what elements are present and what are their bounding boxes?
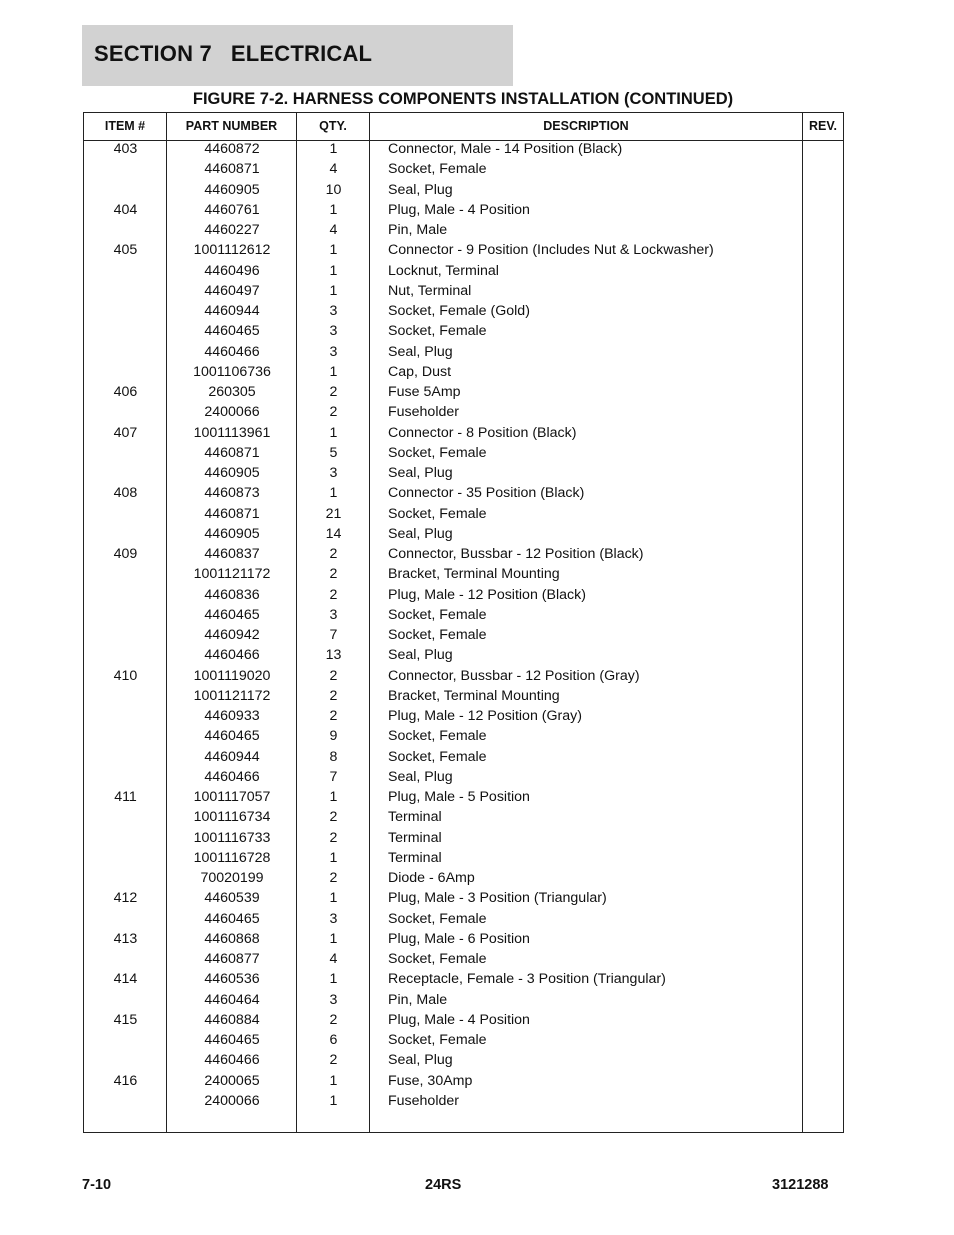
- part-number-cell: 1001116733: [193, 829, 271, 846]
- part-number-cell: 4460227: [204, 222, 260, 238]
- header-item: ITEM #: [104, 119, 146, 133]
- part-number-cell: 4460905: [204, 525, 260, 542]
- qty-cell: 10: [325, 181, 342, 198]
- part-number-cell: 4460465: [204, 1032, 260, 1048]
- description-cell: Socket, Female: [388, 444, 487, 461]
- description-cell: Fuse 5Amp: [388, 384, 461, 400]
- table-row: [84, 383, 843, 403]
- table-row: [84, 201, 843, 221]
- table-row: [84, 363, 843, 383]
- header-qty: QTY.: [319, 119, 347, 133]
- description-cell: Fuse, 30Amp: [388, 1072, 473, 1089]
- item-cell: 408: [113, 485, 138, 502]
- part-number-cell: 4460877: [204, 951, 260, 967]
- description-cell: Pin, Male: [388, 991, 448, 1008]
- description-cell: Socket, Female: [388, 1032, 487, 1048]
- description-cell: Seal, Plug: [388, 465, 453, 481]
- item-cell: 412: [113, 890, 138, 907]
- qty-cell: 21: [325, 505, 342, 522]
- header-part-number: PART NUMBER: [185, 119, 278, 133]
- table-row: [84, 1031, 843, 1051]
- qty-cell: 7: [329, 627, 338, 643]
- part-number-cell: 4460905: [204, 181, 260, 198]
- description-cell: Seal, Plug: [388, 1052, 453, 1069]
- table-row: [84, 343, 843, 363]
- table-row: [84, 748, 843, 768]
- part-number-cell: 4460539: [204, 890, 260, 907]
- qty-cell: 1: [329, 789, 338, 805]
- part-number-cell: 4460944: [204, 303, 260, 319]
- description-cell: Fuseholder: [388, 1092, 459, 1109]
- table-row: [84, 484, 843, 504]
- item-cell: 407: [113, 424, 138, 441]
- qty-cell: 1: [329, 201, 338, 218]
- qty-cell: 1: [329, 242, 338, 259]
- description-cell: Plug, Male - 5 Position: [388, 789, 530, 805]
- part-number-cell: 1001112612: [193, 242, 271, 259]
- description-cell: Plug, Male - 12 Position (Gray): [388, 708, 582, 724]
- page-number: 7-10: [82, 1177, 112, 1193]
- item-cell: 406: [113, 384, 138, 400]
- item-cell: 411: [114, 789, 137, 805]
- qty-cell: 1: [329, 971, 338, 988]
- qty-cell: 14: [325, 525, 342, 542]
- part-number-cell: 260305: [208, 384, 256, 400]
- part-number-cell: 1001121172: [193, 566, 271, 583]
- table-row: [84, 808, 843, 828]
- description-cell: Seal, Plug: [388, 181, 453, 198]
- part-number-cell: 4460871: [204, 505, 260, 522]
- qty-cell: 1: [329, 890, 338, 907]
- part-number-cell: 4460905: [204, 465, 260, 481]
- part-number-cell: 1001121172: [193, 687, 271, 704]
- part-number-cell: 4460873: [204, 485, 260, 502]
- table-row: [84, 829, 843, 849]
- description-cell: Locknut, Terminal: [388, 262, 499, 279]
- description-cell: Seal, Plug: [388, 647, 453, 664]
- table-row: [84, 991, 843, 1011]
- part-number-cell: 4460465: [204, 728, 260, 745]
- parts-table: [83, 112, 844, 1133]
- table-row: [84, 687, 843, 707]
- description-cell: Diode - 6Amp: [388, 870, 475, 886]
- description-cell: Bracket, Terminal Mounting: [388, 687, 560, 704]
- part-number-cell: 2400066: [204, 404, 260, 421]
- qty-cell: 2: [329, 809, 338, 826]
- part-number-cell: 4460871: [204, 444, 260, 461]
- qty-cell: 3: [329, 465, 338, 481]
- part-number-cell: 4460944: [204, 748, 260, 765]
- table-row: [84, 565, 843, 585]
- part-number-cell: 4460464: [204, 991, 260, 1008]
- qty-cell: 8: [329, 748, 338, 765]
- qty-cell: 3: [329, 343, 338, 360]
- table-row: [84, 403, 843, 423]
- part-number-cell: 4460536: [204, 971, 260, 988]
- table-row: [84, 788, 843, 808]
- table-row: [84, 950, 843, 970]
- table-row: [84, 525, 843, 545]
- part-number-cell: 4460466: [204, 1052, 260, 1069]
- qty-cell: 1: [329, 1072, 338, 1089]
- part-number-cell: 4460933: [204, 708, 260, 724]
- part-number-cell: 4460465: [204, 323, 260, 340]
- part-number-cell: 4460872: [204, 141, 260, 157]
- part-number-cell: 70020199: [200, 870, 264, 886]
- qty-cell: 4: [329, 222, 338, 238]
- item-cell: 414: [113, 971, 138, 988]
- qty-cell: 2: [329, 566, 338, 583]
- table-row: [84, 1072, 843, 1092]
- section-title: SECTION 7 ELECTRICAL: [94, 41, 373, 66]
- description-cell: Bracket, Terminal Mounting: [388, 566, 560, 583]
- qty-cell: 3: [329, 910, 338, 927]
- description-cell: Seal, Plug: [388, 343, 453, 360]
- description-cell: Socket, Female: [388, 728, 487, 745]
- description-cell: Plug, Male - 4 Position: [388, 1011, 530, 1028]
- part-number-cell: 4460497: [204, 282, 260, 299]
- description-cell: Pin, Male: [388, 222, 448, 238]
- part-number-cell: 1001113961: [193, 424, 271, 441]
- table-row: [84, 667, 843, 687]
- part-number-cell: 1001106736: [193, 363, 271, 380]
- table-row: [84, 160, 843, 180]
- qty-cell: 1: [329, 930, 338, 947]
- section-banner: [82, 25, 513, 86]
- description-cell: Plug, Male - 12 Position (Black): [388, 586, 586, 603]
- table-row: [84, 869, 843, 889]
- description-cell: Socket, Female (Gold): [388, 303, 530, 319]
- description-cell: Receptacle, Female - 3 Position (Triangular): [388, 971, 666, 988]
- table-row: [84, 1051, 843, 1071]
- qty-cell: 3: [329, 606, 338, 623]
- table-row: [84, 444, 843, 464]
- description-cell: Socket, Female: [388, 161, 487, 178]
- description-cell: Connector, Bussbar - 12 Position (Black): [388, 546, 644, 562]
- part-number-cell: 4460836: [204, 586, 260, 603]
- part-number-cell: 1001119020: [193, 667, 271, 684]
- document-number: 3121288: [772, 1177, 829, 1193]
- description-cell: Socket, Female: [388, 606, 487, 623]
- qty-cell: 1: [329, 262, 338, 279]
- table-row: [84, 889, 843, 909]
- qty-cell: 1: [329, 1092, 338, 1109]
- description-cell: Plug, Male - 4 Position: [388, 201, 530, 218]
- description-cell: Socket, Female: [388, 627, 487, 643]
- table-row: [84, 302, 843, 322]
- qty-cell: 3: [329, 323, 338, 340]
- description-cell: Plug, Male - 3 Position (Triangular): [388, 890, 607, 907]
- part-number-cell: 4460465: [204, 910, 260, 927]
- table-row: [84, 707, 843, 727]
- qty-cell: 2: [329, 404, 338, 421]
- table-row: [84, 221, 843, 241]
- qty-cell: 2: [329, 687, 338, 704]
- qty-cell: 2: [329, 384, 338, 400]
- table-row: [84, 1092, 843, 1112]
- description-cell: Socket, Female: [388, 748, 487, 765]
- description-cell: Connector - 35 Position (Black): [388, 485, 585, 502]
- description-cell: Socket, Female: [388, 910, 487, 927]
- qty-cell: 3: [329, 303, 338, 319]
- table-row: [84, 545, 843, 565]
- table-row: [84, 322, 843, 342]
- qty-cell: 1: [329, 424, 338, 441]
- qty-cell: 1: [329, 363, 338, 380]
- table-row: [84, 181, 843, 201]
- qty-cell: 2: [329, 708, 338, 724]
- qty-cell: 7: [329, 768, 338, 785]
- description-cell: Connector, Bussbar - 12 Position (Gray): [388, 667, 640, 684]
- description-cell: Connector, Male - 14 Position (Black): [388, 141, 623, 157]
- part-number-cell: 4460871: [204, 161, 260, 178]
- header-description: DESCRIPTION: [543, 119, 629, 133]
- description-cell: Socket, Female: [388, 323, 487, 340]
- table-row: [84, 970, 843, 990]
- item-cell: 416: [113, 1072, 138, 1089]
- description-cell: Seal, Plug: [388, 525, 453, 542]
- part-number-cell: 4460496: [204, 262, 260, 279]
- qty-cell: 2: [329, 546, 338, 562]
- table-row: [84, 282, 843, 302]
- item-cell: 405: [113, 242, 138, 259]
- part-number-cell: 4460942: [204, 627, 260, 643]
- description-cell: Connector - 8 Position (Black): [388, 424, 577, 441]
- qty-cell: 4: [329, 161, 338, 178]
- qty-cell: 4: [329, 951, 338, 967]
- part-number-cell: 4460465: [204, 606, 260, 623]
- qty-cell: 2: [329, 829, 338, 846]
- description-cell: Seal, Plug: [388, 768, 453, 785]
- part-number-cell: 4460868: [204, 930, 260, 947]
- item-cell: 410: [113, 667, 138, 684]
- item-cell: 404: [113, 201, 138, 218]
- part-number-cell: 4460466: [204, 647, 260, 664]
- qty-cell: 9: [329, 728, 338, 745]
- qty-cell: 1: [329, 849, 338, 866]
- qty-cell: 1: [329, 485, 338, 502]
- figure-title: FIGURE 7-2. HARNESS COMPONENTS INSTALLATION (CONTINUED): [192, 90, 734, 108]
- description-cell: Terminal: [388, 829, 442, 846]
- qty-cell: 1: [329, 141, 338, 157]
- qty-cell: 3: [329, 991, 338, 1008]
- qty-cell: 2: [329, 667, 338, 684]
- item-cell: 413: [113, 930, 138, 947]
- table-row: [84, 1011, 843, 1031]
- table-row: [84, 727, 843, 747]
- table-row: [84, 424, 843, 444]
- table-header: [84, 113, 843, 141]
- part-number-cell: 2400066: [204, 1092, 260, 1109]
- part-number-cell: 4460466: [204, 343, 260, 360]
- table-row: [84, 910, 843, 930]
- qty-cell: 2: [329, 586, 338, 603]
- description-cell: Cap, Dust: [388, 363, 452, 380]
- qty-cell: 2: [329, 870, 338, 886]
- table-row: [84, 241, 843, 261]
- description-cell: Connector - 9 Position (Includes Nut & Lockwasher): [388, 242, 714, 259]
- qty-cell: 2: [329, 1011, 338, 1028]
- qty-cell: 5: [329, 444, 338, 461]
- qty-cell: 13: [325, 647, 342, 664]
- part-number-cell: 4460761: [204, 201, 260, 218]
- table-row: [84, 626, 843, 646]
- table-row: [84, 930, 843, 950]
- part-number-cell: 4460466: [204, 768, 260, 785]
- table-row: [84, 464, 843, 484]
- description-cell: Plug, Male - 6 Position: [388, 930, 530, 947]
- description-cell: Socket, Female: [388, 951, 487, 967]
- description-cell: Fuseholder: [388, 404, 459, 421]
- model-name: 24RS: [425, 1177, 462, 1193]
- part-number-cell: 1001116734: [193, 809, 271, 826]
- part-number-cell: 4460884: [204, 1011, 260, 1028]
- qty-cell: 2: [329, 1052, 338, 1069]
- part-number-cell: 1001117057: [193, 789, 271, 805]
- description-cell: Terminal: [388, 849, 442, 866]
- table-row: [84, 505, 843, 525]
- description-cell: Terminal: [388, 809, 442, 826]
- part-number-cell: 2400065: [204, 1072, 260, 1089]
- description-cell: Nut, Terminal: [388, 282, 472, 299]
- part-number-cell: 1001116728: [193, 849, 271, 866]
- table-row: [84, 849, 843, 869]
- table-row: [84, 140, 843, 160]
- table-row: [84, 646, 843, 666]
- item-cell: 403: [113, 141, 138, 157]
- qty-cell: 1: [329, 282, 338, 299]
- description-cell: Socket, Female: [388, 505, 487, 522]
- header-rev: REV.: [808, 119, 838, 133]
- part-number-cell: 4460837: [204, 546, 260, 562]
- table-row: [84, 262, 843, 282]
- item-cell: 409: [113, 546, 138, 562]
- table-row: [84, 768, 843, 788]
- table-row: [84, 606, 843, 626]
- qty-cell: 6: [329, 1032, 338, 1048]
- item-cell: 415: [113, 1011, 138, 1028]
- table-row: [84, 586, 843, 606]
